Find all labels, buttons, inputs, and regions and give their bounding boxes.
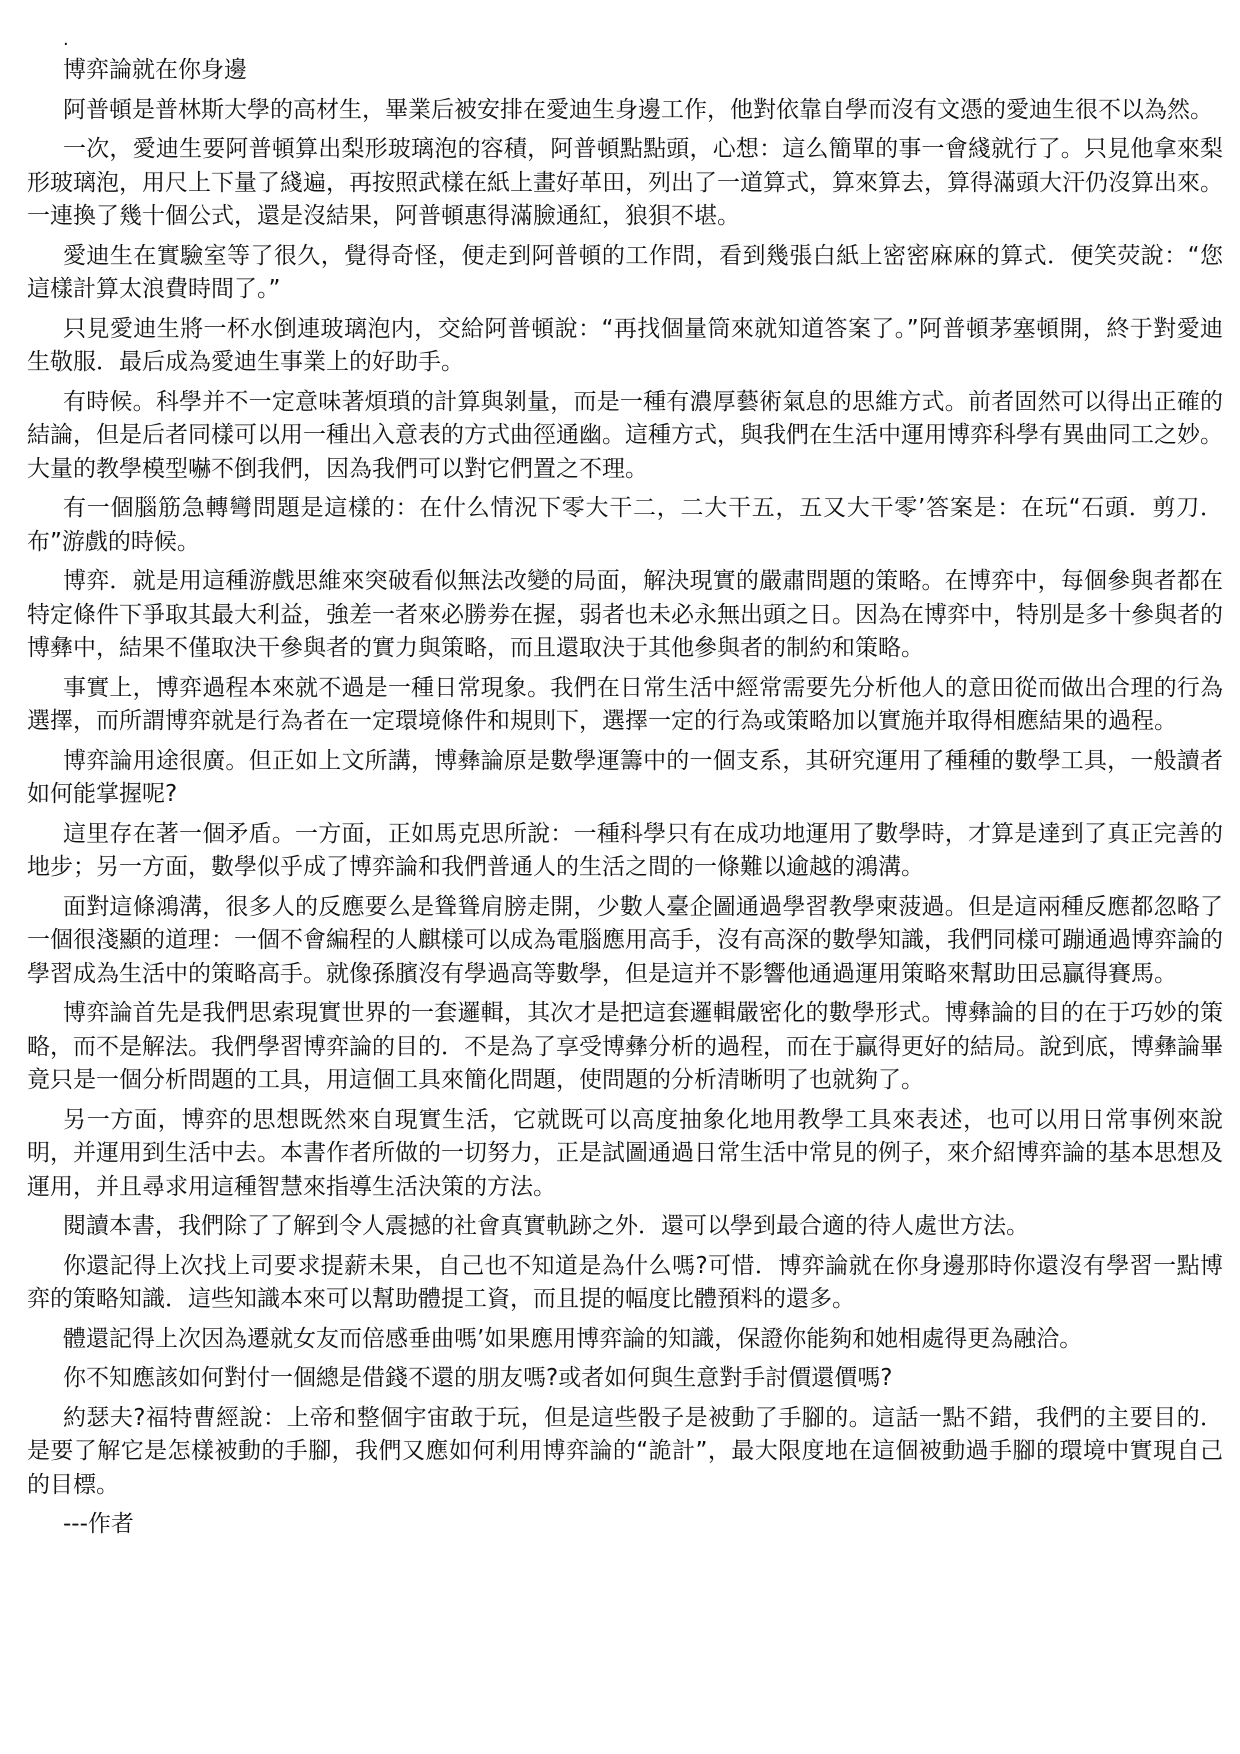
paragraph: 阿普頓是普林斯大學的高材生，畢業后被安排在愛迪生身邊工作，他對依靠自學而沒有文憑的愛迪生很不以為然。 xyxy=(63,96,1213,123)
author-signature: ---作者 xyxy=(63,1511,134,1537)
paragraph: 約瑟夫?福特曹經說：上帝和整個宇宙敢于玩，但是這些骰子是被動了手腳的。這話一點不錯，我們的主要目的．是要了解它是怎樣被動的手腳，我們又應如何利用博弈論的“詭計”，最大限度地在這個被動過手腳的環境中實現自己的目標。 xyxy=(27,1404,1223,1498)
paragraph: 只見愛迪生將一杯水倒連玻璃泡内，交給阿普頓說：“再找個量筒來就知道答案了。”阿普頓茅塞頓開，終于對愛迪生敬服．最后成為愛迪生事業上的好助手。 xyxy=(27,315,1223,375)
document-body xyxy=(27,26,1223,1542)
paragraph: 有時候。科學并不一定意味著煩瑣的計算與剝量，而是一種有濃厚藝術氣息的思維方式。前者固然可以得出正確的結論，但是后者同樣可以用一種出入意表的方式曲徑通幽。這種方式，與我們在生活中運用博弈科學有異曲同工之妙。大量的教學模型嚇不倒我們，因為我們可以對它們置之不理。 xyxy=(27,388,1223,482)
paragraph: 閱讀本書，我們除了了解到令人震撼的社會真實軌跡之外．還可以學到最合適的待人處世方法。 xyxy=(63,1213,1029,1239)
paragraph: 這里存在著一個矛盾。一方面，正如馬克思所說：一種科學只有在成功地運用了數學時，才算是達到了真正完善的地步；另一方面，數學似乎成了博弈論和我們普通人的生活之間的一條難以逾越的鴻溝。 xyxy=(27,820,1223,880)
paragraph: 你不知應該如何對付一個總是借錢不還的朋友嗎?或者如何與生意對手討價還價嗎? xyxy=(63,1365,893,1391)
document-title: 博弈論就在你身邊 xyxy=(63,57,247,83)
paragraph: 一次，愛迪生要阿普頓算出梨形玻璃泡的容積，阿普頓點點頭，心想：這么簡單的事一會綫就行了。只見他拿來梨形玻璃泡，用尺上下量了綫遍，再按照武樣在紙上畫好革田，列出了一道算式，算來算去，算得滿頭大汗仍沒算出來。一連換了幾十個公式，還是沒結果，阿普頓惠得滿臉通紅，狼狽不堪。 xyxy=(27,136,1223,229)
paragraph: 事實上，博弈過程本來就不過是一種日常現象。我們在日常生活中經常需要先分析他人的意田從而做出合理的行為選擇，而所謂博弈就是行為者在一定環境條件和規則下，選擇一定的行為或策略加以實施并取得相應結果的過程。 xyxy=(27,674,1223,734)
paragraph: 有一個腦筋急轉彎問題是這樣的：在什么情況下零大干二，二大干五，五又大干零’答案是：在玩“石頭．剪刀．布”游戲的時候。 xyxy=(27,495,1223,555)
paragraph: 面對這條鴻溝，很多人的反應要么是聳聳肩膀走開，少數人臺企圖通過學習教學柬菠過。但是這兩種反應都忽略了一個很淺顯的道理：一個不會編程的人麒樣可以成為電腦應用高手，沒有高深的數學知識，我們同樣可蹦通過博弈論的學習成為生活中的策略高手。就像孫臏沒有學過高等數學，但是這并不影響他通過運用策略來幫助田忌贏得賽馬。 xyxy=(27,893,1223,987)
paragraph: 另一方面，博弈的思想既然來自現實生活，它就既可以高度抽象化地用教學工具來表述，也可以用日常事例來說明，并運用到生活中去。本書作者所做的一切努力，正是試圖通過日常生活中常見的例子，來介紹博弈論的基本思想及運用，并且尋求用這種智慧來指導生活決策的方法。 xyxy=(27,1106,1223,1200)
paragraph: 體還記得上次因為遷就女友而倍感垂曲嗎’如果應用博弈論的知識，保證你能夠和她相處得更為融洽。 xyxy=(63,1325,1083,1352)
paragraph: 博弈論首先是我們思索現實世界的一套邏輯，其次才是把這套邏輯嚴密化的數學形式。博彝論的目的在于巧妙的策略，而不是解法。我們學習博弈論的目的．不是為了享受博彝分析的過程，而在于贏得更好的結局。說到底，博彝論畢竟只是一個分析問題的工具，用這個工具來簡化問題，使問題的分析清晰明了也就夠了。 xyxy=(27,1000,1223,1093)
paragraph-list xyxy=(27,94,1223,1503)
paragraph: 愛迪生在實驗室等了很久，覺得奇怪，便走到阿普頓的工作問，看到幾張白紙上密密麻麻的算式．便笑荧說：“您這樣計算太浪費時間了。” xyxy=(27,242,1223,302)
paragraph: 你還記得上次找上司要求提薪未果，自己也不知道是為什么嗎?可惜．博弈論就在你身邊那時你還沒有學習一點博弈的策略知識．這些知識本來可以幫助體提工資，而且提的幅度比體預料的還多。 xyxy=(27,1252,1223,1312)
paragraph: 博弈．就是用這種游戲思維來突破看似無法改變的局面，解決現實的嚴肅問題的策略。在博弈中，每個參與者都在特定條件下爭取其最大利益，強差一者來必勝劵在握，弱者也未必永無出頭之日。因為在博弈中，特別是多十參與者的博彝中，結果不僅取決干參與者的實力與策略，而且還取決于其他參與者的制約和策略。 xyxy=(27,568,1223,661)
top-mark: . xyxy=(63,29,69,50)
paragraph: 博弈論用途很廣。但正如上文所講，博彝論原是數學運籌中的一個支系，其研究運用了種種的數學工具，一般讀者如何能掌握呢? xyxy=(27,747,1223,807)
